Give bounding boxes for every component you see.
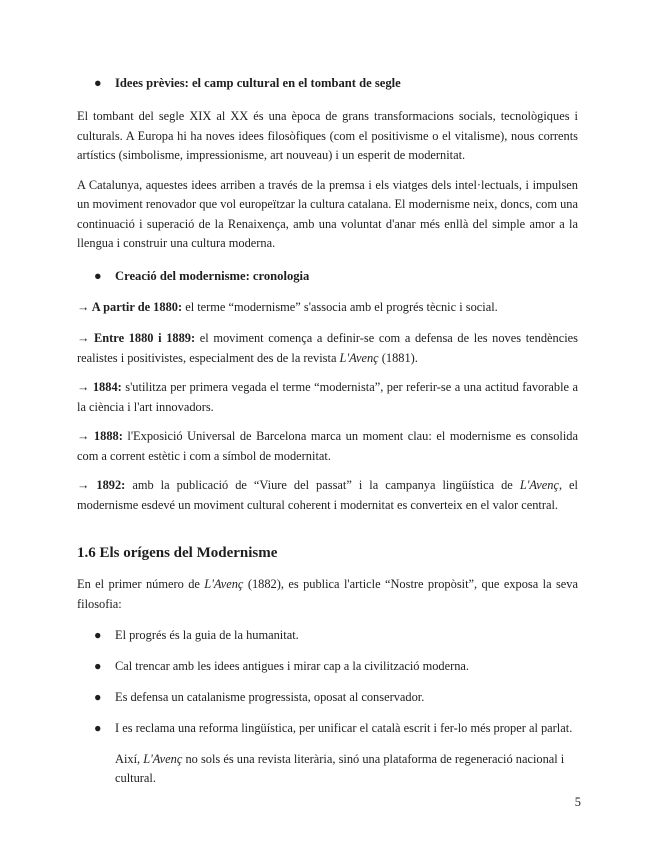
bullet-list [77,626,578,738]
section-heading-chronology: ● Creació del modernisme: cronologia [77,267,578,286]
list-item: ● Cal trencar amb les idees antigues i mirar cap a la civilització moderna. [77,657,578,676]
bullet-icon: ● [94,690,102,704]
document-page [77,74,578,788]
paragraph: El tombant del segle XIX al XX és una època de grans transformacions socials, tecnològiques i culturals. A Europa hi ha noves idees filosòfiques (com el positivisme o el vitalisme), nous corrents artístics (simbolisme, impressionisme, art nouveau) i un esperit de modernitat. [77,109,578,162]
timeline-entry: → Entre 1880 i 1889: el moviment comença a definir-se com a defensa de les noves tendències realistes i positivistes, especialment des de la revista L'Avenç (1881). [77,331,578,365]
list-item: ● Es defensa un catalanisme progressista, oposat al conservador. [77,688,578,707]
section-heading-ideas: ● Idees prèvies: el camp cultural en el tombant de segle [77,74,578,93]
bullet-icon: ● [94,628,102,642]
timeline-entry: → 1892: amb la publicació de “Viure del passat” i la campanya lingüística de L'Avenç, el modernisme esdevé un moviment cultural coherent i modernitat es converteix en el valor central. [77,478,579,512]
page-number: 5 [574,795,581,809]
bullet-icon: ● [94,659,102,673]
bullet-icon: ● [94,721,102,735]
paragraph: En el primer número de L'Avenç (1882), es publica l'article “Nostre propòsit”, que exposa la seva filosofia: [77,577,578,611]
timeline-entry: → 1884: s'utilitza per primera vegada el terme “modernista”, per referir-se a una actitud favorable a la ciència i l'art innovadors. [77,380,578,414]
section-title: 1.6 Els orígens del Modernisme [77,545,278,561]
list-item: ● I es reclama una reforma lingüística, per unificar el català escrit i fer-lo més proper al parlat. [77,719,578,738]
timeline-entry: → A partir de 1880: el terme “modernisme” s'associa amb el progrés tècnic i social. [77,299,498,314]
paragraph: A Catalunya, aquestes idees arriben a través de la premsa i els viatges dels intel·lectuals, i impulsen un moviment renovador que vol europeïtzar la cultura catalana. El modernisme neix, doncs, com una continuació i superació de la Renaixença, amb una voluntat d'anar més enllà del simple amor a la llengua i construir una cultura moderna. [77,177,578,250]
list-item: ● El progrés és la guia de la humanitat. [77,626,578,645]
bullet-icon: ● [94,76,102,90]
closing-paragraph: Així, L'Avenç no sols és una revista literària, sinó una plataforma de regeneració nacional i cultural. [115,752,565,785]
timeline-entry: → 1888: l'Exposició Universal de Barcelona marca un moment clau: el modernisme es consolida com a corrent estètic i com a símbol de modernitat. [77,429,578,463]
bullet-icon: ● [94,268,102,283]
